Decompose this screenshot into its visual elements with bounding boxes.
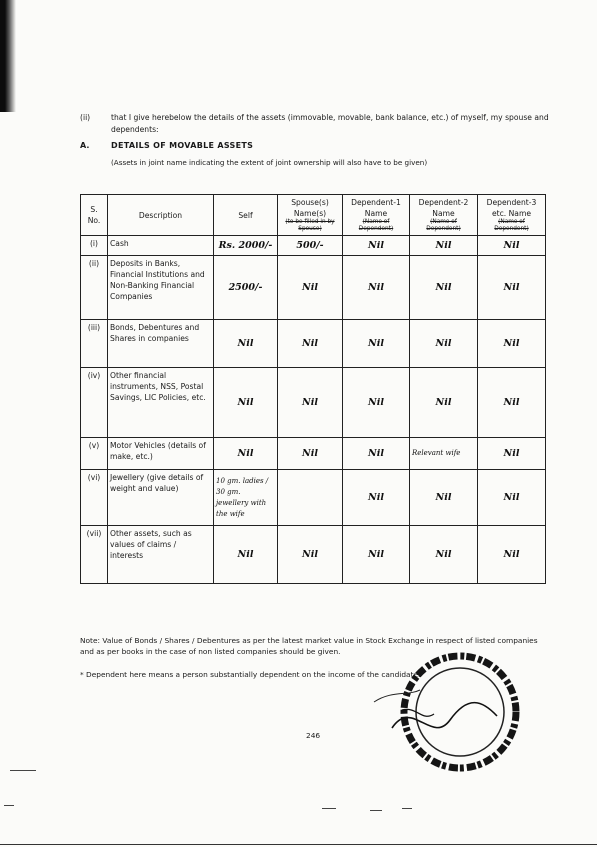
row-dependent-2-value-cell xyxy=(410,526,478,584)
header-dependent-1 xyxy=(343,195,410,236)
row-dependent-3-value: Nil xyxy=(503,282,520,293)
section-note: (Assets in joint name indicating the extent of joint ownership will also have to be given) xyxy=(111,158,428,167)
page-number: 246 xyxy=(306,731,321,740)
header-spouse-label: Spouse(s) Name(s) xyxy=(291,198,329,218)
row-spouse-value: 500/- xyxy=(296,240,324,251)
table-row xyxy=(81,470,546,526)
row-spouse-value-cell xyxy=(278,470,343,526)
row-dependent-2-value-cell xyxy=(410,256,478,320)
header-dependent-3-struck: (Name of Dependent) xyxy=(494,219,529,232)
margin-mark-left xyxy=(10,770,36,771)
scan-edge-shadow xyxy=(0,0,16,112)
row-description-cell xyxy=(108,236,214,256)
row-sn-cell xyxy=(81,320,108,368)
row-sn-cell xyxy=(81,236,108,256)
row-description-cell xyxy=(108,438,214,470)
row-dependent-2-value: Nil xyxy=(435,338,452,349)
row-dependent-1-value-cell xyxy=(343,256,410,320)
row-description: Jewellery (give details of weight and value) xyxy=(110,473,204,493)
row-dependent-2-value-cell xyxy=(410,236,478,256)
row-dependent-3-value: Nil xyxy=(503,549,520,560)
row-dependent-1-value: Nil xyxy=(368,338,384,349)
table-row xyxy=(81,256,546,320)
section-letter: A. xyxy=(80,141,90,150)
row-spouse-value: Nil xyxy=(302,549,318,560)
header-dependent-1-struck: (Name of Dependent) xyxy=(358,219,394,232)
row-dependent-3-value-cell xyxy=(478,256,546,320)
row-self-value: Nil xyxy=(237,397,254,408)
row-self-value: 2500/- xyxy=(228,282,263,293)
row-self-value-cell xyxy=(214,256,278,320)
row-self-value-cell xyxy=(214,320,278,368)
row-dependent-2-value-cell xyxy=(410,438,478,470)
row-sn-cell xyxy=(81,368,108,438)
header-description: Description xyxy=(108,195,214,236)
row-description: Bonds, Debentures and Shares in companies xyxy=(110,323,200,343)
header-spouse xyxy=(278,195,343,236)
row-self-value: Nil xyxy=(237,448,254,459)
row-dependent-1-value-cell xyxy=(343,368,410,438)
header-spouse-struck: (to be filled in by Spouse) xyxy=(285,219,335,232)
row-description: Cash xyxy=(110,239,129,248)
intro-marker: (ii) xyxy=(80,113,91,122)
table-row xyxy=(81,368,546,438)
row-dependent-1-value-cell xyxy=(343,470,410,526)
row-sn-cell xyxy=(81,438,108,470)
row-description-cell xyxy=(108,526,214,584)
row-dependent-1-value: Nil xyxy=(368,282,384,293)
margin-mark-bottom-2 xyxy=(370,810,382,811)
header-dependent-3-label: Dependent-3 etc. Name xyxy=(486,198,537,218)
header-dependent-1-label: Dependent-1 Name xyxy=(351,198,401,218)
header-dependent-2-struck: (Name of Dependent) xyxy=(426,219,461,232)
row-dependent-2-value-cell xyxy=(410,470,478,526)
row-self-value-cell xyxy=(214,368,278,438)
valuation-note: Note: Value of Bonds / Shares / Debentures as per the latest market value in Stock Exchange in respect of listed companies and as per books in the case of non listed companies should be given. xyxy=(80,636,538,656)
row-description: Other financial instruments, NSS, Postal Savings, LIC Policies, etc. xyxy=(110,371,206,402)
row-sn: (vii) xyxy=(86,529,102,538)
row-spouse-value: Nil xyxy=(302,338,318,349)
row-dependent-3-value-cell xyxy=(478,320,546,368)
header-self: Self xyxy=(214,195,278,236)
row-spouse-value-cell xyxy=(278,320,343,368)
row-dependent-1-value-cell xyxy=(343,526,410,584)
header-dependent-2-label: Dependent-2 Name xyxy=(418,198,469,218)
row-dependent-2-value-cell xyxy=(410,368,478,438)
row-spouse-value-cell xyxy=(278,526,343,584)
page-bottom-rule xyxy=(0,844,597,845)
row-spouse-value-cell xyxy=(278,438,343,470)
row-dependent-2-value: Nil xyxy=(435,492,452,503)
row-description-cell xyxy=(108,368,214,438)
row-dependent-1-value: Nil xyxy=(368,448,384,459)
row-dependent-3-value: Nil xyxy=(503,240,520,251)
row-dependent-2-value: Relevant wife xyxy=(412,449,461,457)
row-sn: (iv) xyxy=(87,371,101,380)
row-dependent-1-value-cell xyxy=(343,320,410,368)
row-dependent-2-value-cell xyxy=(410,320,478,368)
row-description: Motor Vehicles (details of make, etc.) xyxy=(110,441,206,461)
row-dependent-2-value: Nil xyxy=(435,549,452,560)
row-description: Deposits in Banks, Financial Institutions and Non-Banking Financial Companies xyxy=(110,259,205,301)
row-description-cell xyxy=(108,470,214,526)
row-dependent-3-value: Nil xyxy=(503,448,520,459)
margin-mark-bottom-1 xyxy=(322,808,336,809)
row-dependent-3-value-cell xyxy=(478,526,546,584)
row-dependent-2-value: Nil xyxy=(435,240,452,251)
row-dependent-3-value: Nil xyxy=(503,397,520,408)
row-spouse-value-cell xyxy=(278,256,343,320)
row-dependent-3-value-cell xyxy=(478,368,546,438)
row-sn: (ii) xyxy=(88,259,100,268)
row-dependent-1-value-cell xyxy=(343,438,410,470)
row-sn-cell xyxy=(81,256,108,320)
row-dependent-1-value: Nil xyxy=(368,240,384,251)
row-sn: (v) xyxy=(88,441,100,450)
row-self-value: Rs. 2000/- xyxy=(218,240,273,251)
row-spouse-value-cell xyxy=(278,236,343,256)
row-dependent-3-value-cell xyxy=(478,236,546,256)
row-self-value-cell xyxy=(214,470,278,526)
row-dependent-2-value: Nil xyxy=(435,282,452,293)
row-spouse-value: Nil xyxy=(302,448,318,459)
row-spouse-value: Nil xyxy=(302,397,318,408)
row-dependent-1-value: Nil xyxy=(368,549,384,560)
official-seal-stamp xyxy=(362,650,522,780)
row-dependent-1-value: Nil xyxy=(368,397,384,408)
row-dependent-2-value: Nil xyxy=(435,397,452,408)
row-sn-cell xyxy=(81,526,108,584)
row-self-value-cell xyxy=(214,236,278,256)
row-spouse-value-cell xyxy=(278,368,343,438)
row-description-cell xyxy=(108,320,214,368)
row-sn-cell xyxy=(81,470,108,526)
table-row xyxy=(81,236,546,256)
movable-assets-table xyxy=(80,194,546,584)
row-spouse-value: Nil xyxy=(302,282,318,293)
row-sn: (vi) xyxy=(87,473,101,482)
row-self-value: Nil xyxy=(237,338,254,349)
row-self-value-cell xyxy=(214,438,278,470)
table-row xyxy=(81,526,546,584)
row-self-value: 10 gm. ladies / 30 gm. jewellery with the wife xyxy=(216,476,269,518)
row-dependent-3-value-cell xyxy=(478,438,546,470)
dependent-footnote: * Dependent here means a person substantially dependent on the income of the candidate. xyxy=(80,670,421,679)
table-row xyxy=(81,320,546,368)
row-self-value-cell xyxy=(214,526,278,584)
row-sn: (i) xyxy=(89,239,99,248)
row-dependent-3-value-cell xyxy=(478,470,546,526)
section-title: DETAILS OF MOVABLE ASSETS xyxy=(111,141,254,150)
row-dependent-1-value: Nil xyxy=(368,492,384,503)
header-sn: S. No. xyxy=(81,195,108,236)
row-dependent-1-value-cell xyxy=(343,236,410,256)
intro-text: that I give herebelow the details of the assets (immovable, movable, bank balance, etc.) of myself, my spouse and dependents: xyxy=(111,113,549,134)
margin-mark-left-small xyxy=(4,805,14,806)
row-sn: (iii) xyxy=(87,323,101,332)
table-row xyxy=(81,438,546,470)
header-dependent-2 xyxy=(410,195,478,236)
margin-mark-bottom-3 xyxy=(402,808,412,809)
header-dependent-3 xyxy=(478,195,546,236)
row-description: Other assets, such as values of claims / interests xyxy=(110,529,192,560)
row-self-value: Nil xyxy=(237,549,254,560)
row-dependent-3-value: Nil xyxy=(503,338,520,349)
row-description-cell xyxy=(108,256,214,320)
row-dependent-3-value: Nil xyxy=(503,492,520,503)
table-header-row xyxy=(81,195,546,236)
